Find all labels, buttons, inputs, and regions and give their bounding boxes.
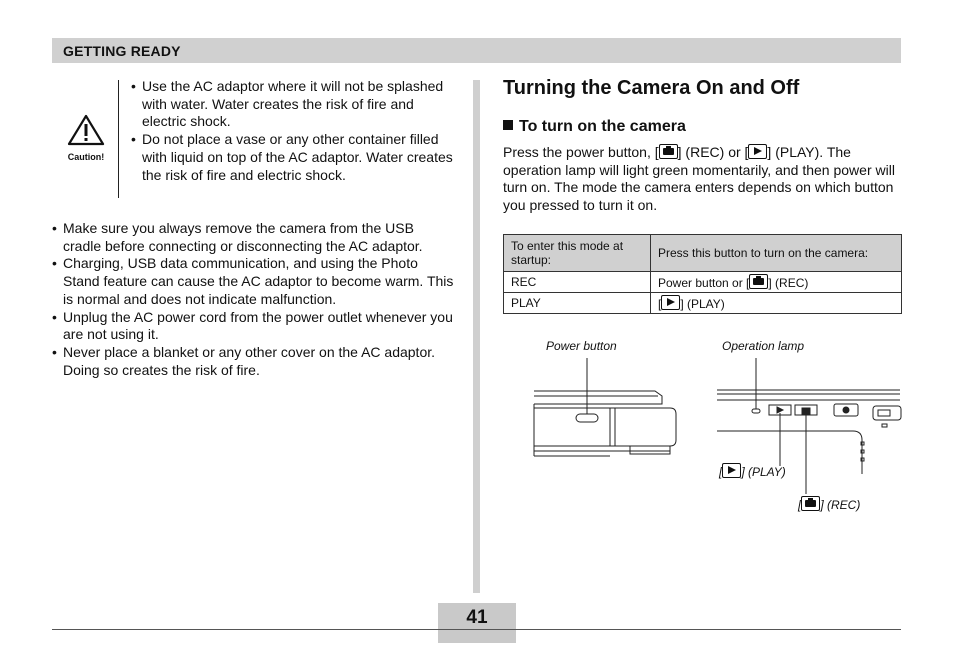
cell-text: ] (PLAY) bbox=[680, 297, 725, 311]
body-text-segment: Press the power button, [ bbox=[503, 144, 659, 160]
subsection-title-text: To turn on the camera bbox=[519, 118, 686, 135]
table-row bbox=[504, 293, 902, 314]
caption-bracket: [ bbox=[719, 465, 723, 479]
square-bullet-icon bbox=[503, 120, 513, 130]
camera-top-view bbox=[717, 358, 901, 494]
power-button-caption: Power button bbox=[546, 339, 617, 353]
header-title: GETTING READY bbox=[63, 43, 181, 59]
table-cell-button bbox=[651, 272, 902, 293]
caution-label: Caution! bbox=[67, 152, 105, 162]
warning-triangle-icon bbox=[67, 114, 105, 146]
play-icon bbox=[661, 295, 680, 310]
caution-item: • Use the AC adaptor where it will not be splashed with water. Water creates the risk of fire and electric shock. bbox=[131, 78, 453, 131]
table-cell-mode: REC bbox=[504, 272, 651, 293]
page-number-box bbox=[438, 603, 516, 643]
body-text-segment: ] (REC) or [ bbox=[677, 144, 749, 160]
caution-divider bbox=[118, 80, 119, 198]
table-row bbox=[504, 272, 902, 293]
play-icon bbox=[748, 144, 767, 159]
table-header-cell: To enter this mode at startup: bbox=[504, 235, 651, 272]
section-title: Turning the Camera On and Off bbox=[503, 77, 800, 99]
startup-mode-table bbox=[503, 234, 902, 314]
caption-text: ] (PLAY) bbox=[741, 465, 786, 479]
cell-text: [ bbox=[658, 297, 662, 311]
note-item: • Never place a blanket or any other cover on the AC adaptor. Doing so creates the risk of fire. bbox=[52, 344, 454, 379]
subsection-title bbox=[503, 118, 686, 136]
camera-illustration bbox=[520, 356, 904, 506]
camera-icon bbox=[659, 144, 678, 159]
table-header-row bbox=[504, 235, 902, 272]
caption-text: ] (REC) bbox=[820, 498, 861, 512]
table-cell-button bbox=[651, 293, 902, 314]
caution-badge bbox=[60, 114, 112, 162]
instruction-paragraph bbox=[503, 144, 901, 214]
notes-list bbox=[52, 220, 454, 379]
note-item: • Unplug the AC power cord from the power outlet whenever you are not using it. bbox=[52, 309, 454, 344]
header-bar bbox=[52, 38, 901, 63]
caption-bracket: [ bbox=[798, 498, 802, 512]
table-cell-mode: PLAY bbox=[504, 293, 651, 314]
footer-rule bbox=[52, 629, 901, 630]
camera-icon bbox=[749, 274, 768, 289]
cell-text: Power button or [ bbox=[658, 276, 750, 290]
operation-lamp-caption: Operation lamp bbox=[722, 339, 805, 353]
caution-item: • Do not place a vase or any other container filled with liquid on top of the AC adaptor. Water creates the risk of fire and electric shock. bbox=[131, 131, 453, 184]
table-header-cell: Press this button to turn on the camera: bbox=[651, 235, 902, 272]
cell-text: ] (REC) bbox=[768, 276, 809, 290]
column-divider bbox=[473, 80, 480, 593]
camera-side-view bbox=[534, 358, 676, 456]
caution-list bbox=[131, 78, 453, 184]
note-item: • Charging, USB data communication, and using the Photo Stand feature can cause the AC adaptor to become warm. This is normal and does not indicate malfunction. bbox=[52, 255, 454, 308]
note-item: • Make sure you always remove the camera from the USB cradle before connecting or disconnecting the AC adaptor. bbox=[52, 220, 454, 255]
page-number: 41 bbox=[466, 607, 488, 628]
body-text-segment: ] (PLAY). The operation lamp will light green momentarily, and then power will turn on. The mode the camera enters depends on which button you pressed to turn it on. bbox=[503, 144, 895, 213]
